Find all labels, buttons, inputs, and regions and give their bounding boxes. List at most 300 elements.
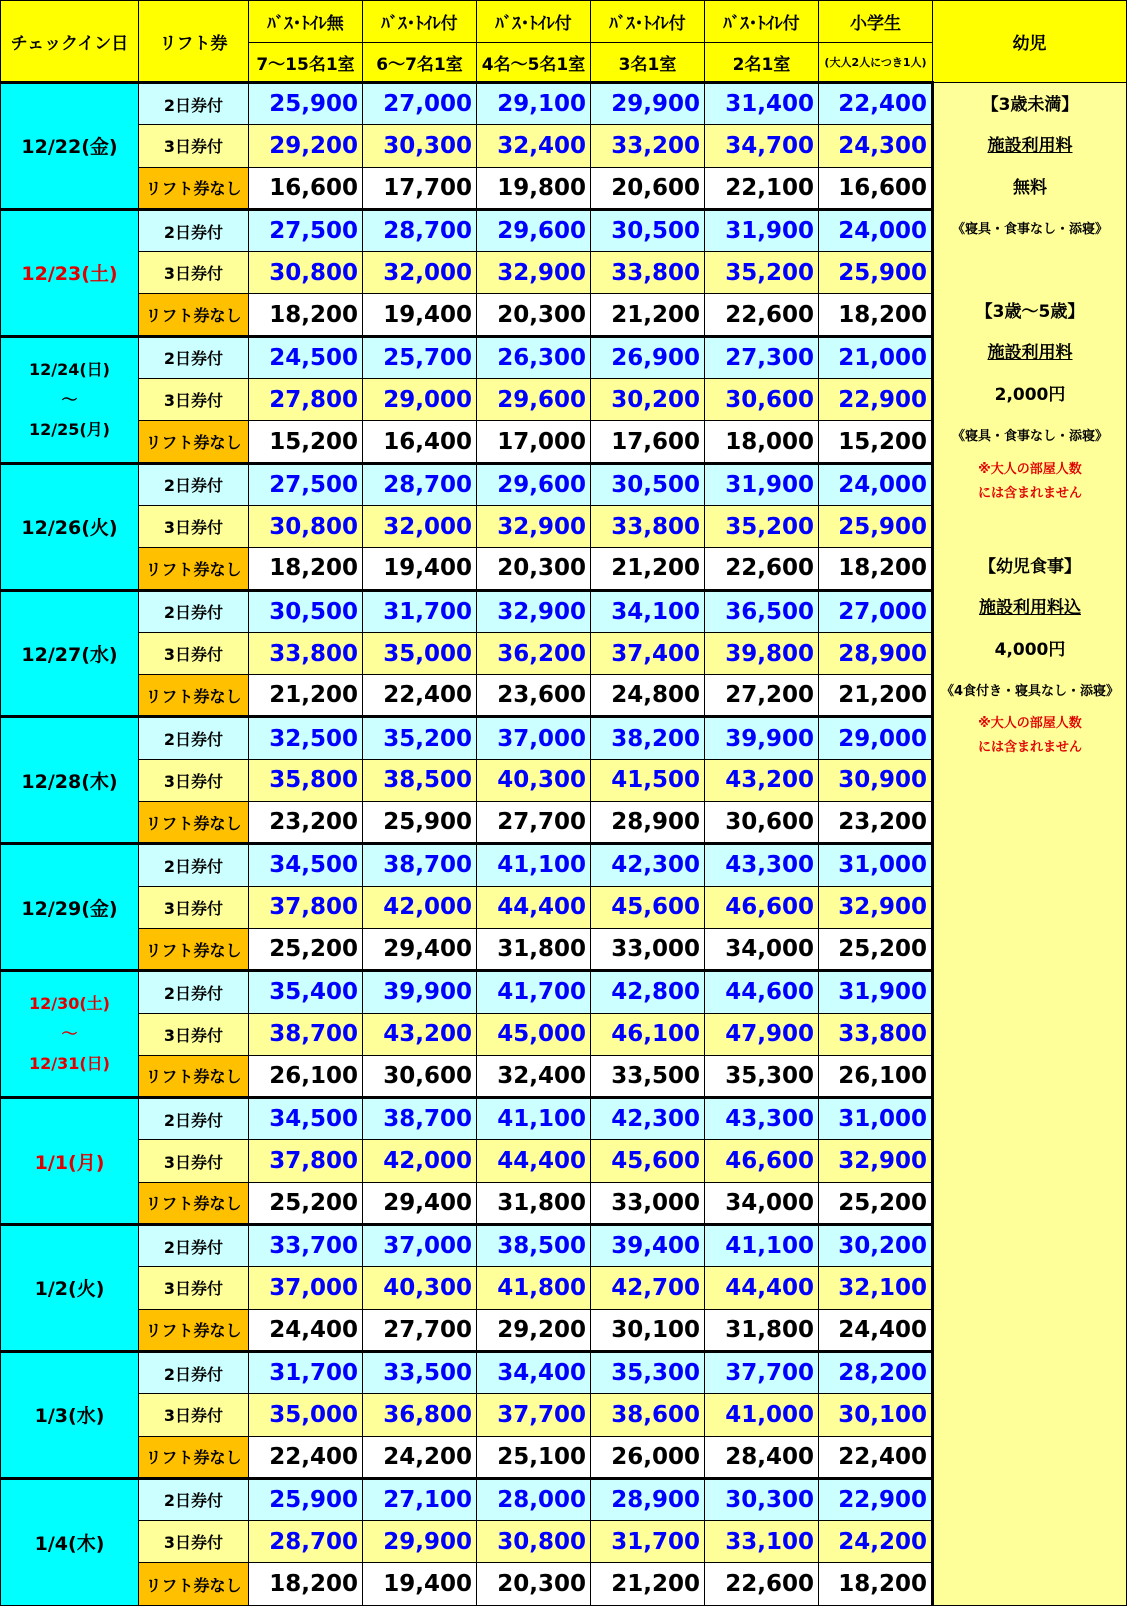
price-cell: 32,400 bbox=[477, 125, 591, 167]
price-cell: 42,700 bbox=[591, 1267, 705, 1309]
checkin-date bbox=[1, 1225, 139, 1352]
price-cell: 42,000 bbox=[363, 886, 477, 928]
price-cell: 36,800 bbox=[363, 1394, 477, 1436]
ticket-type: リフト券なし bbox=[139, 548, 249, 590]
price-cell: 26,100 bbox=[249, 1055, 363, 1097]
checkin-date-line: 12/28(木) bbox=[21, 770, 118, 793]
price-cell: 41,700 bbox=[477, 971, 591, 1013]
ticket-type: リフト券なし bbox=[139, 1055, 249, 1097]
ticket-type: 2日券付 bbox=[139, 971, 249, 1013]
infant-note-c-price: 4,000円 bbox=[994, 639, 1066, 660]
infant-note-a-title: 【3歳未満】 bbox=[981, 95, 1079, 115]
price-cell: 33,200 bbox=[591, 125, 705, 167]
price-cell: 32,500 bbox=[249, 717, 363, 759]
price-cell: 31,400 bbox=[705, 83, 819, 125]
price-cell: 31,900 bbox=[819, 971, 933, 1013]
price-cell: 30,800 bbox=[249, 252, 363, 294]
price-cell: 29,900 bbox=[363, 1521, 477, 1563]
price-cell: 28,900 bbox=[591, 1478, 705, 1520]
infant-note-c-note: 《4食付き・寝具なし・添寝》 bbox=[940, 684, 1120, 700]
checkin-date bbox=[1, 844, 139, 971]
price-cell: 33,800 bbox=[819, 1013, 933, 1055]
price-cell: 29,600 bbox=[477, 463, 591, 505]
price-cell: 24,200 bbox=[363, 1436, 477, 1478]
checkin-date bbox=[1, 209, 139, 336]
header-capacity: 2名1室 bbox=[705, 43, 819, 83]
price-cell: 31,700 bbox=[591, 1521, 705, 1563]
ticket-type: リフト券なし bbox=[139, 928, 249, 970]
price-cell: 34,000 bbox=[705, 1182, 819, 1224]
price-cell: 41,100 bbox=[477, 1098, 591, 1140]
header-capacity: 7〜15名1室 bbox=[249, 43, 363, 83]
price-cell: 37,000 bbox=[249, 1267, 363, 1309]
checkin-date-line: 12/25(月) bbox=[28, 419, 110, 439]
ticket-type: リフト券なし bbox=[139, 802, 249, 844]
header-elementary-note: (大人2人につき1人) bbox=[819, 43, 933, 83]
infant-note-b-warn2: には含まれません bbox=[977, 485, 1082, 501]
price-cell: 37,700 bbox=[705, 1351, 819, 1393]
price-cell: 15,200 bbox=[249, 421, 363, 463]
checkin-date-line: 12/29(金) bbox=[21, 897, 118, 920]
price-cell: 45,000 bbox=[477, 1013, 591, 1055]
price-cell: 39,900 bbox=[705, 717, 819, 759]
price-cell: 31,000 bbox=[819, 1098, 933, 1140]
price-cell: 29,400 bbox=[363, 928, 477, 970]
price-cell: 25,900 bbox=[819, 505, 933, 547]
infant-note-a-note: 《寝具・食事なし・添寝》 bbox=[951, 222, 1108, 238]
price-cell: 37,800 bbox=[249, 886, 363, 928]
price-cell: 21,200 bbox=[591, 294, 705, 336]
ticket-type: 2日券付 bbox=[139, 463, 249, 505]
price-cell: 32,900 bbox=[477, 505, 591, 547]
header-capacity: 4名〜5名1室 bbox=[477, 43, 591, 83]
price-cell: 24,200 bbox=[819, 1521, 933, 1563]
price-cell: 30,500 bbox=[249, 590, 363, 632]
price-cell: 29,000 bbox=[363, 379, 477, 421]
price-cell: 43,200 bbox=[705, 759, 819, 801]
price-cell: 28,200 bbox=[819, 1351, 933, 1393]
price-cell: 35,000 bbox=[363, 632, 477, 674]
price-cell: 30,100 bbox=[591, 1309, 705, 1351]
price-cell: 34,500 bbox=[249, 1098, 363, 1140]
checkin-date-line: 12/22(金) bbox=[21, 136, 118, 159]
header-room-type: ﾊﾞｽ･ﾄｲﾚ無 bbox=[249, 1, 363, 43]
checkin-date-line: 12/24(日) bbox=[28, 359, 110, 379]
price-cell: 33,100 bbox=[705, 1521, 819, 1563]
ticket-type: 3日券付 bbox=[139, 759, 249, 801]
price-cell: 26,900 bbox=[591, 336, 705, 378]
price-cell: 31,800 bbox=[477, 1182, 591, 1224]
header-capacity: 6〜7名1室 bbox=[363, 43, 477, 83]
price-cell: 27,700 bbox=[363, 1309, 477, 1351]
price-cell: 22,900 bbox=[819, 379, 933, 421]
price-cell: 29,400 bbox=[363, 1182, 477, 1224]
header-lift-ticket: リフト券 bbox=[139, 1, 249, 83]
price-cell: 32,900 bbox=[819, 886, 933, 928]
price-cell: 42,300 bbox=[591, 1098, 705, 1140]
price-cell: 29,900 bbox=[591, 83, 705, 125]
ticket-type: 3日券付 bbox=[139, 505, 249, 547]
price-cell: 40,300 bbox=[363, 1267, 477, 1309]
price-cell: 43,300 bbox=[705, 844, 819, 886]
price-cell: 44,400 bbox=[477, 886, 591, 928]
checkin-date bbox=[1, 590, 139, 717]
ticket-type: 2日券付 bbox=[139, 1478, 249, 1520]
price-cell: 32,000 bbox=[363, 505, 477, 547]
price-cell: 34,000 bbox=[705, 928, 819, 970]
price-cell: 32,400 bbox=[477, 1055, 591, 1097]
checkin-date-line: 1/1(月) bbox=[34, 1151, 105, 1174]
price-cell: 30,300 bbox=[705, 1478, 819, 1520]
checkin-date-line: 1/3(水) bbox=[34, 1405, 105, 1428]
price-cell: 28,900 bbox=[819, 632, 933, 674]
infant-note-c-warn2: には含まれません bbox=[977, 740, 1082, 756]
price-cell: 22,600 bbox=[705, 294, 819, 336]
price-cell: 46,600 bbox=[705, 886, 819, 928]
ticket-type: 2日券付 bbox=[139, 1225, 249, 1267]
price-cell: 30,200 bbox=[591, 379, 705, 421]
ticket-type: 2日券付 bbox=[139, 83, 249, 125]
price-cell: 22,900 bbox=[819, 1478, 933, 1520]
checkin-date bbox=[1, 1098, 139, 1225]
price-cell: 19,800 bbox=[477, 167, 591, 209]
price-cell: 18,200 bbox=[819, 548, 933, 590]
price-cell: 28,700 bbox=[363, 209, 477, 251]
price-cell: 37,000 bbox=[477, 717, 591, 759]
ticket-type: 2日券付 bbox=[139, 1351, 249, 1393]
price-cell: 31,700 bbox=[249, 1351, 363, 1393]
price-cell: 28,000 bbox=[477, 1478, 591, 1520]
infant-note-c-title: 【幼児食事】 bbox=[979, 556, 1081, 577]
checkin-date bbox=[1, 463, 139, 590]
price-cell: 30,800 bbox=[249, 505, 363, 547]
price-cell: 29,600 bbox=[477, 379, 591, 421]
price-cell: 46,600 bbox=[705, 1140, 819, 1182]
price-cell: 25,200 bbox=[249, 1182, 363, 1224]
ticket-type: 2日券付 bbox=[139, 844, 249, 886]
checkin-date bbox=[1, 717, 139, 844]
price-cell: 18,200 bbox=[249, 1563, 363, 1605]
spacer bbox=[934, 506, 1126, 547]
ticket-type: 3日券付 bbox=[139, 1140, 249, 1182]
checkin-date-line: 〜 bbox=[61, 1024, 78, 1044]
price-cell: 31,000 bbox=[819, 844, 933, 886]
price-cell: 22,400 bbox=[819, 83, 933, 125]
price-cell: 33,700 bbox=[249, 1225, 363, 1267]
price-cell: 34,400 bbox=[477, 1351, 591, 1393]
ticket-type: リフト券なし bbox=[139, 1182, 249, 1224]
ticket-type: 2日券付 bbox=[139, 717, 249, 759]
price-cell: 42,800 bbox=[591, 971, 705, 1013]
price-cell: 31,700 bbox=[363, 590, 477, 632]
price-cell: 19,400 bbox=[363, 548, 477, 590]
infant-note-a-fee: 施設利用料 bbox=[987, 136, 1073, 157]
header-room-type: ﾊﾞｽ･ﾄｲﾚ付 bbox=[591, 1, 705, 43]
infant-note-b-title: 【3歳〜5歳】 bbox=[975, 301, 1085, 322]
ticket-type: リフト券なし bbox=[139, 1436, 249, 1478]
price-cell: 43,200 bbox=[363, 1013, 477, 1055]
price-cell: 37,800 bbox=[249, 1140, 363, 1182]
price-cell: 38,200 bbox=[591, 717, 705, 759]
checkin-date-line: 12/31(日) bbox=[28, 1054, 110, 1074]
price-cell: 23,200 bbox=[249, 802, 363, 844]
price-cell: 27,100 bbox=[363, 1478, 477, 1520]
price-cell: 39,400 bbox=[591, 1225, 705, 1267]
price-cell: 30,200 bbox=[819, 1225, 933, 1267]
checkin-date-line: 12/23(土) bbox=[21, 263, 118, 286]
price-cell: 22,100 bbox=[705, 167, 819, 209]
price-cell: 27,500 bbox=[249, 209, 363, 251]
price-cell: 30,300 bbox=[363, 125, 477, 167]
price-cell: 28,900 bbox=[591, 802, 705, 844]
price-cell: 41,800 bbox=[477, 1267, 591, 1309]
price-cell: 32,900 bbox=[477, 590, 591, 632]
price-cell: 41,100 bbox=[705, 1225, 819, 1267]
price-cell: 37,700 bbox=[477, 1394, 591, 1436]
price-cell: 22,400 bbox=[363, 675, 477, 717]
price-cell: 22,400 bbox=[819, 1436, 933, 1478]
ticket-type: リフト券なし bbox=[139, 675, 249, 717]
ticket-type: リフト券なし bbox=[139, 167, 249, 209]
price-cell: 42,300 bbox=[591, 844, 705, 886]
ticket-type: 2日券付 bbox=[139, 209, 249, 251]
table-row bbox=[1, 83, 1127, 125]
price-cell: 39,800 bbox=[705, 632, 819, 674]
price-cell: 22,400 bbox=[249, 1436, 363, 1478]
price-cell: 45,600 bbox=[591, 886, 705, 928]
price-cell: 47,900 bbox=[705, 1013, 819, 1055]
price-cell: 27,000 bbox=[363, 83, 477, 125]
price-cell: 39,900 bbox=[363, 971, 477, 1013]
price-cell: 35,800 bbox=[249, 759, 363, 801]
infant-note-c-fee: 施設利用料込 bbox=[979, 598, 1081, 619]
price-cell: 28,400 bbox=[705, 1436, 819, 1478]
header-checkin: チェックイン日 bbox=[1, 1, 139, 83]
header-room-type: ﾊﾞｽ･ﾄｲﾚ付 bbox=[363, 1, 477, 43]
ticket-type: リフト券なし bbox=[139, 1309, 249, 1351]
price-cell: 41,000 bbox=[705, 1394, 819, 1436]
price-cell: 43,300 bbox=[705, 1098, 819, 1140]
price-cell: 34,500 bbox=[249, 844, 363, 886]
checkin-date bbox=[1, 971, 139, 1098]
price-cell: 29,600 bbox=[477, 209, 591, 251]
price-cell: 42,000 bbox=[363, 1140, 477, 1182]
price-cell: 35,300 bbox=[591, 1351, 705, 1393]
ticket-type: 2日券付 bbox=[139, 1098, 249, 1140]
checkin-date bbox=[1, 1478, 139, 1605]
infant-note-a-price: 無料 bbox=[1013, 177, 1047, 198]
price-cell: 33,000 bbox=[591, 1182, 705, 1224]
price-cell: 25,100 bbox=[477, 1436, 591, 1478]
price-cell: 31,900 bbox=[705, 463, 819, 505]
price-cell: 24,300 bbox=[819, 125, 933, 167]
ticket-type: 3日券付 bbox=[139, 252, 249, 294]
price-cell: 41,500 bbox=[591, 759, 705, 801]
price-cell: 20,300 bbox=[477, 1563, 591, 1605]
price-cell: 28,700 bbox=[249, 1521, 363, 1563]
price-cell: 15,200 bbox=[819, 421, 933, 463]
price-cell: 40,300 bbox=[477, 759, 591, 801]
checkin-date-line: 1/4(木) bbox=[34, 1532, 105, 1555]
price-cell: 34,700 bbox=[705, 125, 819, 167]
price-cell: 24,500 bbox=[249, 336, 363, 378]
price-cell: 20,300 bbox=[477, 548, 591, 590]
price-cell: 38,500 bbox=[477, 1225, 591, 1267]
infant-note-b-warn1: ※大人の部屋人数 bbox=[978, 461, 1082, 477]
header-room-type: ﾊﾞｽ･ﾄｲﾚ付 bbox=[477, 1, 591, 43]
price-cell: 30,600 bbox=[363, 1055, 477, 1097]
price-cell: 18,200 bbox=[249, 294, 363, 336]
price-cell: 18,000 bbox=[705, 421, 819, 463]
ticket-type: 2日券付 bbox=[139, 336, 249, 378]
price-cell: 33,000 bbox=[591, 928, 705, 970]
price-cell: 44,400 bbox=[705, 1267, 819, 1309]
infant-note-c-warn1: ※大人の部屋人数 bbox=[978, 716, 1082, 732]
price-cell: 35,200 bbox=[363, 717, 477, 759]
price-cell: 36,200 bbox=[477, 632, 591, 674]
price-cell: 24,400 bbox=[819, 1309, 933, 1351]
price-cell: 38,500 bbox=[363, 759, 477, 801]
header-infant: 幼児 bbox=[933, 1, 1127, 83]
price-cell: 24,000 bbox=[819, 463, 933, 505]
price-cell: 30,500 bbox=[591, 209, 705, 251]
price-cell: 41,100 bbox=[477, 844, 591, 886]
price-cell: 30,900 bbox=[819, 759, 933, 801]
price-cell: 27,200 bbox=[705, 675, 819, 717]
price-cell: 25,900 bbox=[819, 252, 933, 294]
price-cell: 25,700 bbox=[363, 336, 477, 378]
price-cell: 35,300 bbox=[705, 1055, 819, 1097]
header-elementary: 小学生 bbox=[819, 1, 933, 43]
ticket-type: リフト券なし bbox=[139, 1563, 249, 1605]
price-cell: 21,000 bbox=[819, 336, 933, 378]
spacer bbox=[934, 251, 1126, 292]
ticket-type: 2日券付 bbox=[139, 590, 249, 632]
price-cell: 31,800 bbox=[705, 1309, 819, 1351]
infant-note-b-note: 《寝具・食事なし・添寝》 bbox=[951, 429, 1108, 445]
price-cell: 18,200 bbox=[249, 548, 363, 590]
price-cell: 36,500 bbox=[705, 590, 819, 632]
ticket-type: 3日券付 bbox=[139, 1521, 249, 1563]
price-cell: 27,300 bbox=[705, 336, 819, 378]
price-cell: 35,200 bbox=[705, 252, 819, 294]
price-cell: 29,200 bbox=[477, 1309, 591, 1351]
checkin-date bbox=[1, 83, 139, 210]
price-cell: 17,000 bbox=[477, 421, 591, 463]
price-cell: 22,600 bbox=[705, 1563, 819, 1605]
price-cell: 37,400 bbox=[591, 632, 705, 674]
price-cell: 17,700 bbox=[363, 167, 477, 209]
checkin-date-line: 1/2(火) bbox=[34, 1278, 105, 1301]
price-cell: 34,100 bbox=[591, 590, 705, 632]
price-cell: 35,200 bbox=[705, 505, 819, 547]
price-cell: 30,600 bbox=[705, 802, 819, 844]
ticket-type: リフト券なし bbox=[139, 421, 249, 463]
price-cell: 33,500 bbox=[591, 1055, 705, 1097]
price-cell: 25,900 bbox=[249, 1478, 363, 1520]
price-cell: 20,600 bbox=[591, 167, 705, 209]
price-cell: 35,000 bbox=[249, 1394, 363, 1436]
price-cell: 25,200 bbox=[249, 928, 363, 970]
price-cell: 25,900 bbox=[363, 802, 477, 844]
price-cell: 23,600 bbox=[477, 675, 591, 717]
price-cell: 21,200 bbox=[591, 1563, 705, 1605]
price-cell: 19,400 bbox=[363, 294, 477, 336]
price-cell: 25,200 bbox=[819, 928, 933, 970]
price-cell: 31,800 bbox=[477, 928, 591, 970]
price-cell: 38,700 bbox=[363, 1098, 477, 1140]
price-cell: 27,700 bbox=[477, 802, 591, 844]
price-cell: 20,300 bbox=[477, 294, 591, 336]
price-cell: 32,900 bbox=[477, 252, 591, 294]
price-cell: 24,800 bbox=[591, 675, 705, 717]
price-cell: 24,000 bbox=[819, 209, 933, 251]
checkin-date-line: 12/30(土) bbox=[28, 994, 110, 1014]
price-cell: 26,100 bbox=[819, 1055, 933, 1097]
checkin-date bbox=[1, 1351, 139, 1478]
price-cell: 35,400 bbox=[249, 971, 363, 1013]
price-cell: 16,600 bbox=[249, 167, 363, 209]
price-cell: 32,000 bbox=[363, 252, 477, 294]
price-cell: 18,200 bbox=[819, 1563, 933, 1605]
price-cell: 25,200 bbox=[819, 1182, 933, 1224]
price-cell: 30,500 bbox=[591, 463, 705, 505]
infant-note-b-fee: 施設利用料 bbox=[987, 343, 1073, 364]
price-cell: 44,400 bbox=[477, 1140, 591, 1182]
price-cell: 29,200 bbox=[249, 125, 363, 167]
price-cell: 23,200 bbox=[819, 802, 933, 844]
header-room-type: ﾊﾞｽ･ﾄｲﾚ付 bbox=[705, 1, 819, 43]
price-cell: 30,600 bbox=[705, 379, 819, 421]
infant-note-b-price: 2,000円 bbox=[994, 384, 1066, 405]
price-cell: 26,300 bbox=[477, 336, 591, 378]
price-cell: 22,600 bbox=[705, 548, 819, 590]
price-cell: 31,900 bbox=[705, 209, 819, 251]
ticket-type: 3日券付 bbox=[139, 1394, 249, 1436]
ticket-type: 3日券付 bbox=[139, 1013, 249, 1055]
price-cell: 28,700 bbox=[363, 463, 477, 505]
price-cell: 38,700 bbox=[249, 1013, 363, 1055]
price-cell: 30,800 bbox=[477, 1521, 591, 1563]
checkin-date-line: 12/27(水) bbox=[21, 644, 118, 666]
price-cell: 29,000 bbox=[819, 717, 933, 759]
ticket-type: リフト券なし bbox=[139, 294, 249, 336]
ticket-type: 3日券付 bbox=[139, 632, 249, 674]
ticket-type: 3日券付 bbox=[139, 125, 249, 167]
infant-notes bbox=[933, 83, 1127, 1606]
price-cell: 32,100 bbox=[819, 1267, 933, 1309]
price-cell: 21,200 bbox=[819, 675, 933, 717]
price-cell: 21,200 bbox=[249, 675, 363, 717]
price-cell: 29,100 bbox=[477, 83, 591, 125]
price-cell: 24,400 bbox=[249, 1309, 363, 1351]
checkin-date bbox=[1, 336, 139, 463]
price-cell: 18,200 bbox=[819, 294, 933, 336]
ticket-type: 3日券付 bbox=[139, 886, 249, 928]
price-cell: 30,100 bbox=[819, 1394, 933, 1436]
price-cell: 45,600 bbox=[591, 1140, 705, 1182]
price-cell: 16,600 bbox=[819, 167, 933, 209]
price-cell: 32,900 bbox=[819, 1140, 933, 1182]
price-cell: 26,000 bbox=[591, 1436, 705, 1478]
price-cell: 44,600 bbox=[705, 971, 819, 1013]
header-capacity: 3名1室 bbox=[591, 43, 705, 83]
price-cell: 19,400 bbox=[363, 1563, 477, 1605]
price-cell: 27,000 bbox=[819, 590, 933, 632]
price-cell: 38,600 bbox=[591, 1394, 705, 1436]
checkin-date-line: 〜 bbox=[61, 389, 78, 409]
price-cell: 38,700 bbox=[363, 844, 477, 886]
